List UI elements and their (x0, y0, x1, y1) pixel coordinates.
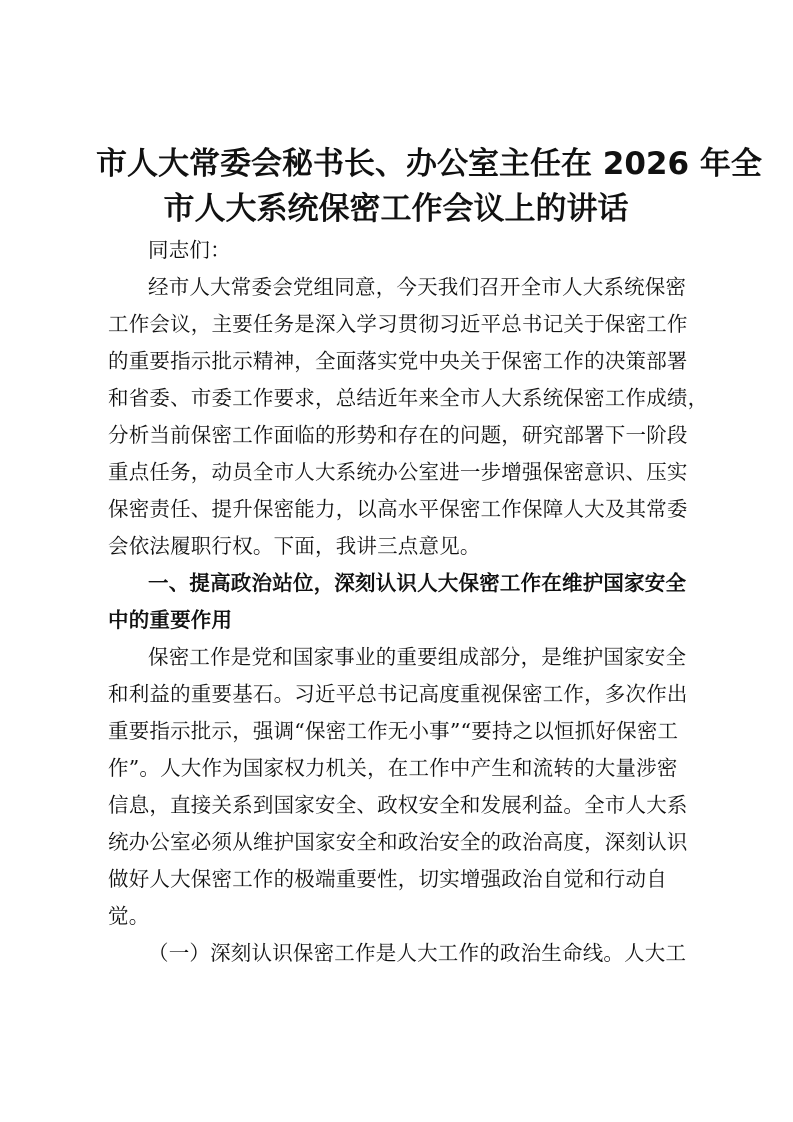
paragraph-line: 和利益的重要基石。习近平总书记高度重视保密工作，多次作出 (108, 682, 688, 706)
paragraph-line: 重要指示批示，强调“保密工作无小事”“要持之以恒抓好保密工 (108, 719, 679, 743)
paragraph-line: 觉。 (108, 904, 150, 928)
paragraph-line: 的重要指示批示精神，全面落实党中央关于保密工作的决策部署 (108, 349, 688, 373)
paragraph-line: 重点任务，动员全市人大系统办公室进一步增强保密意识、压实 (108, 460, 688, 484)
paragraph-line: 保密责任、提升保密能力，以高水平保密工作保障人大及其常委 (108, 497, 688, 521)
paragraph-line: 和省委、市委工作要求，总结近年来全市人大系统保密工作成绩， (108, 386, 709, 410)
paragraph-line: 保密工作是党和国家事业的重要组成部分，是维护国家安全 (148, 645, 687, 669)
paragraph-line: 工作会议，主要任务是深入学习贯彻习近平总书记关于保密工作 (108, 312, 688, 336)
section-heading-1-continued: 中的重要作用 (108, 608, 233, 632)
paragraph-line: 会依法履职行权。下面，我讲三点意见。 (108, 534, 481, 558)
paragraph-line: 分析当前保密工作面临的形势和存在的问题，研究部署下一阶段 (108, 423, 688, 447)
salutation: 同志们： (148, 238, 231, 262)
paragraph-line: 经市人大常委会党组同意，今天我们召开全市人大系统保密 (148, 275, 687, 299)
sub-heading-1: （一）深刻认识保密工作是人大工作的政治生命线。人大工 (148, 941, 687, 965)
paragraph-line: 做好人大保密工作的极端重要性，切实增强政治自觉和行动自 (108, 867, 667, 891)
paragraph-line: 统办公室必须从维护国家安全和政治安全的政治高度，深刻认识 (108, 830, 688, 854)
paragraph-line: 信息，直接关系到国家安全、政权安全和发展利益。全市人大系 (108, 793, 688, 817)
document-title-line-1: 市人大常委会秘书长、办公室主任在 2026 年全 (96, 146, 762, 182)
paragraph-line: 作”。人大作为国家权力机关，在工作中产生和流转的大量涉密 (108, 756, 678, 780)
document-title-line-2: 市人大系统保密工作会议上的讲话 (163, 191, 629, 227)
section-heading-1: 一、提高政治站位，深刻认识人大保密工作在维护国家安全 (148, 571, 687, 595)
